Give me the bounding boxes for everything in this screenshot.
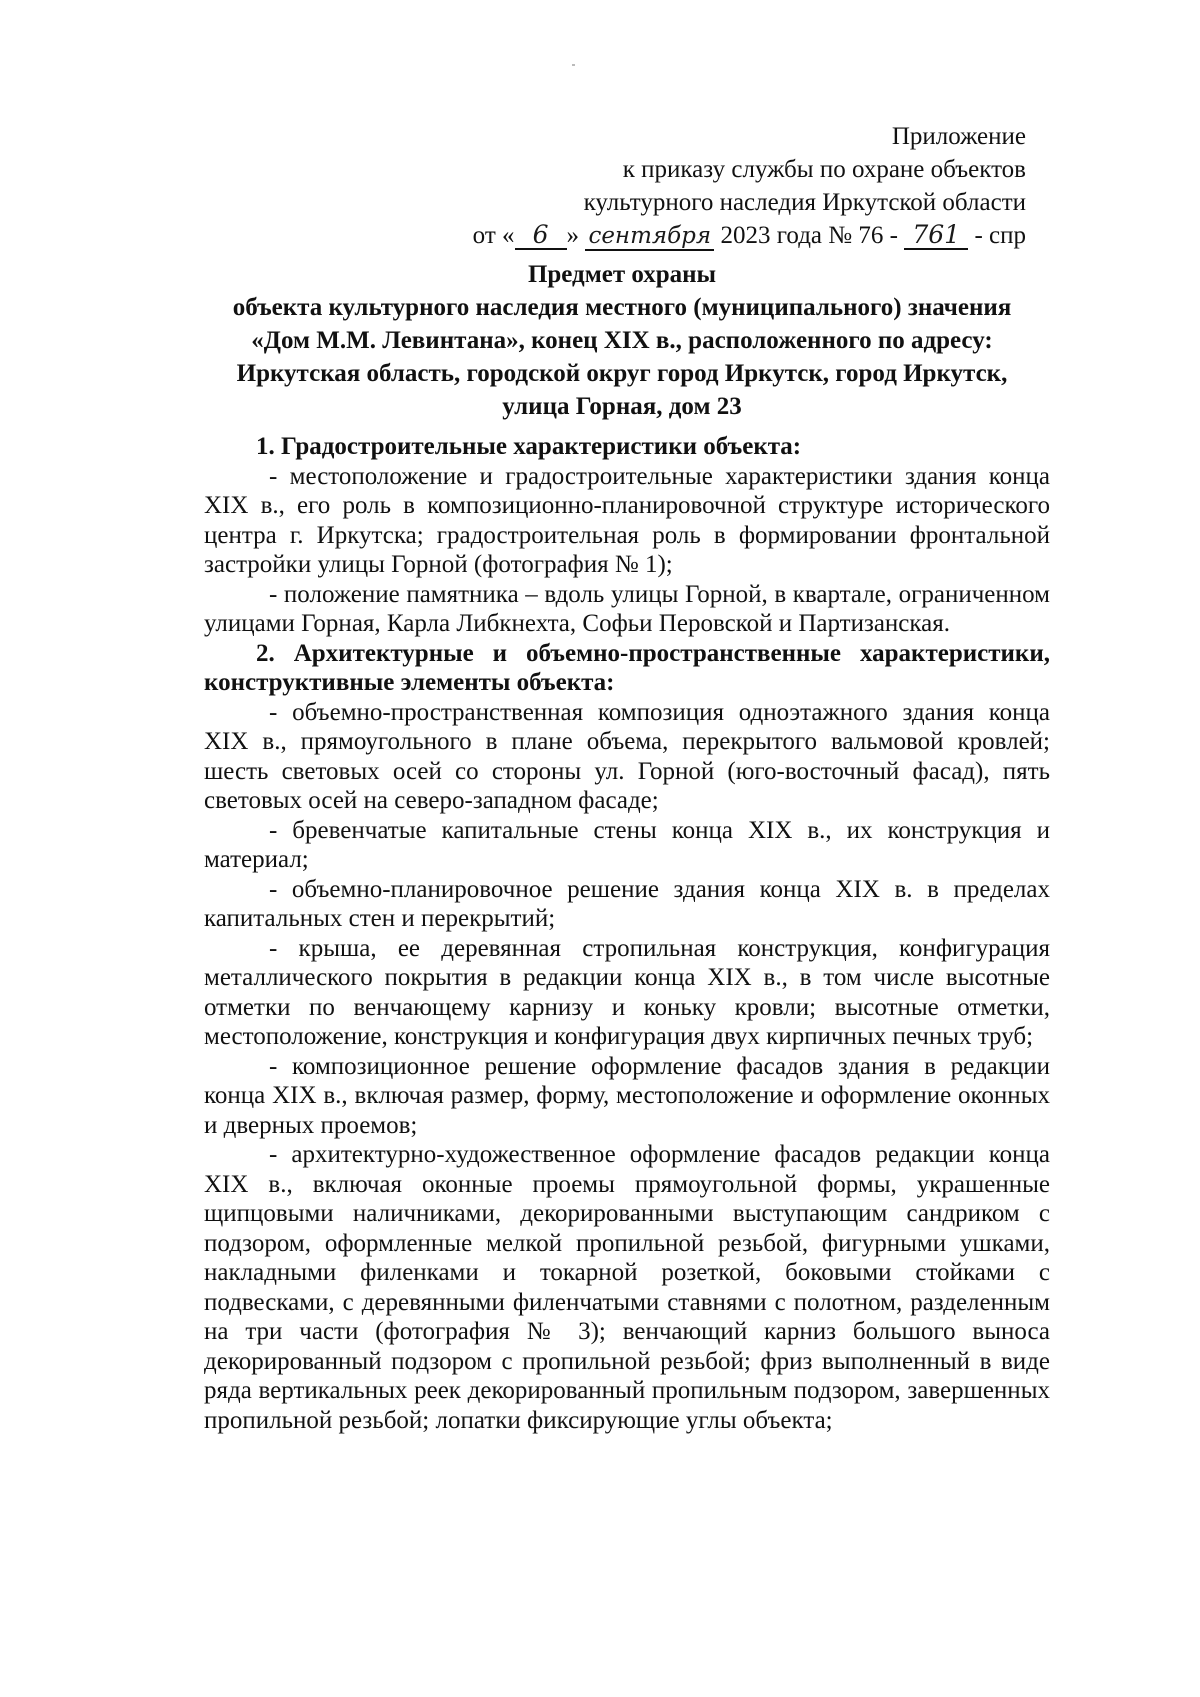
section-2-item: - бревенчатые капитальные стены конца XIX в., их конструкция и материал; <box>204 816 1050 873</box>
order-suffix: - спр <box>974 222 1026 249</box>
document-body <box>204 432 1050 1435</box>
order-reference-line: к приказу службы по охране объектов <box>622 156 1026 183</box>
title-line-1: Предмет охраны <box>527 261 717 288</box>
section-2-item: - архитектурно-художественное оформление фасадов редакции конца XIX в., включая оконные проемы прямоугольной формы, украшенные щипцовыми наличниками, декорированными выступающим сандриком с подзором, оформленные мелкой пропильной резьбой, фигурными ушками, накладными филенками и токарной розеткой, боковыми стойками с подвесками, с деревянными филенчатыми ставнями с полотном, разделенным на три части (фотография № 3); венчающий карниз большого выноса декорированный подзором с пропильной резьбой; фриз выполненный в виде ряда вертикальных реек декорированный пропильным подзором, завершенных пропильной резьбой; лопатки фиксирующие углы объекта; <box>204 1141 1050 1434</box>
appendix-label: Приложение <box>891 123 1026 150</box>
document-title <box>200 258 1044 423</box>
section-1-item: - положение памятника – вдоль улицы Горной, в квартале, ограниченном улицами Горная, Карла Либкнехта, Софьи Перовской и Партизанская. <box>204 580 1050 637</box>
appendix-header <box>473 120 1026 252</box>
date-mid: » <box>566 222 580 249</box>
section-2-heading: 2. Архитектурные и объемно-пространственные характеристики, конструктивные элементы объекта: <box>204 639 1050 696</box>
section-2-item: - объемно-пространственная композиция одноэтажного здания конца XIX в., прямоугольного в плане объема, перекрытого вальмовой кровлей; шесть световых осей со стороны ул. Горной (юго-восточный фасад), пять световых осей на северо-западном фасаде; <box>204 698 1050 814</box>
section-1-item: - местоположение и градостроительные характеристики здания конца XIX в., его роль в композиционно-планировочной структуре исторического центра г. Иркутска; градостроительная роль в формировании фронтальной застройки улицы Горной (фотография № 1); <box>204 462 1050 578</box>
date-day-handwritten: 6 <box>515 222 567 250</box>
section-2-item: - крыша, ее деревянная стропильная конструкция, конфигурация металлического покрытия в редакции конца XIX в., в том числе высотные отметки по венчающему карнизу и коньку кровли; высотные отметки, местоположение, конструкция и конфигурация двух кирпичных печных труб; <box>204 934 1050 1050</box>
service-name-line: культурного наследия Иркутской области <box>583 189 1026 216</box>
date-month-handwritten: сентября <box>585 223 714 251</box>
title-line-2: объекта культурного наследия местного (муниципального) значения <box>232 294 1012 321</box>
title-line-4: Иркутская область, городской округ город Иркутск, город Иркутск, <box>236 360 1008 387</box>
order-number-handwritten: 761 <box>904 222 968 250</box>
title-line-5: улица Горная, дом 23 <box>502 393 742 420</box>
section-1-heading: 1. Градостроительные характеристики объекта: <box>256 433 802 460</box>
order-date-line <box>473 219 1026 252</box>
date-year: 2023 года № 76 - <box>720 222 898 249</box>
section-2-item: - композиционное решение оформление фасадов здания в редакции конца XIX в., включая размер, форму, местоположение и оформление оконных и дверных проемов; <box>204 1052 1050 1139</box>
title-line-3: «Дом М.М. Левинтана», конец XIX в., расположенного по адресу: <box>251 327 993 354</box>
section-2-item: - объемно-планировочное решение здания конца XIX в. в пределах капитальных стен и перекрытий; <box>204 875 1050 932</box>
scan-speck <box>572 64 575 66</box>
date-prefix: от « <box>472 222 515 249</box>
